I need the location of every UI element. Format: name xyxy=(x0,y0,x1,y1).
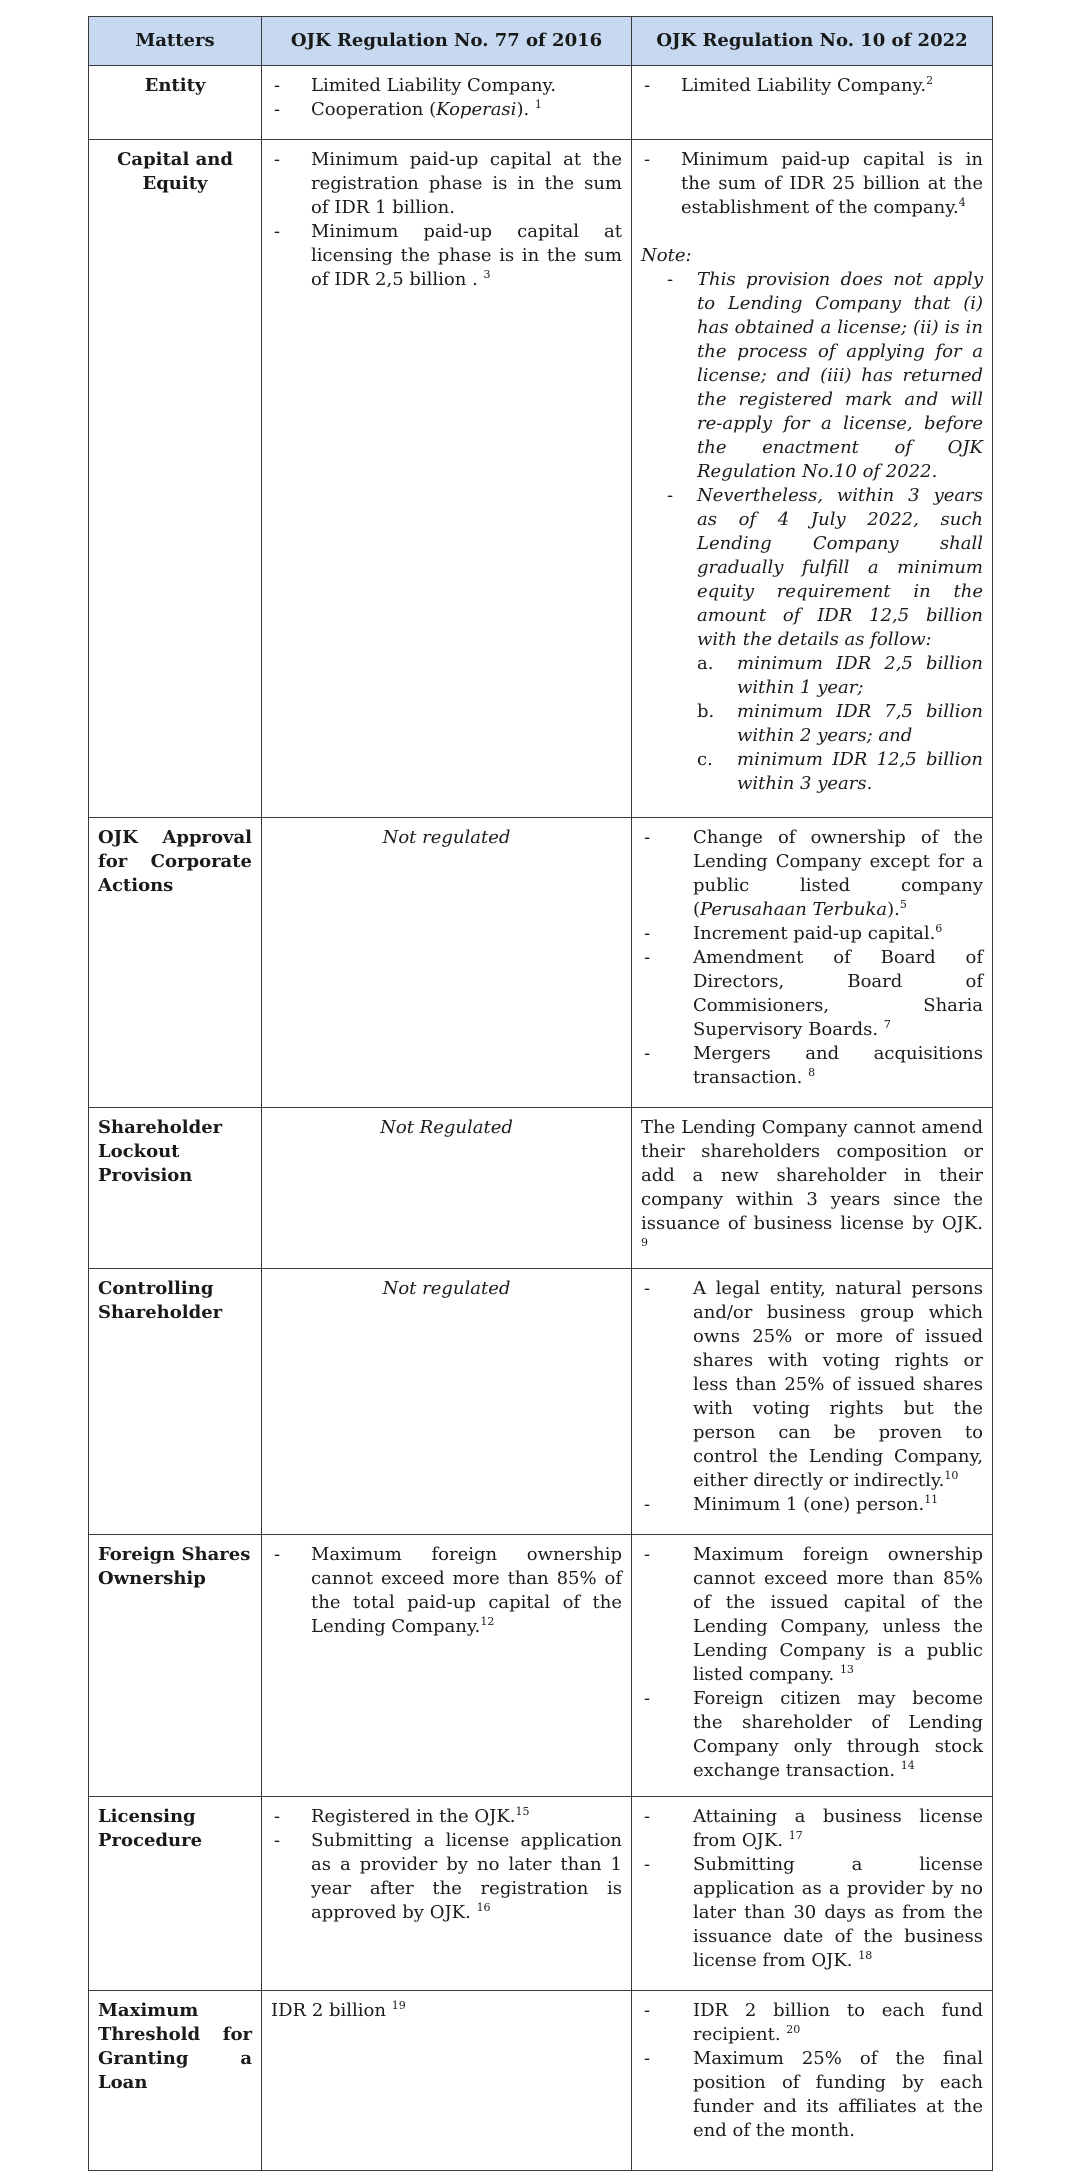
list-item: - Attaining a business license from OJK. $^{17}$ xyxy=(641,1805,983,1853)
new-foreign-cell xyxy=(632,1535,993,1797)
old-foreign-cell xyxy=(262,1535,632,1797)
new-capital-cell xyxy=(632,140,993,818)
footnote-ref: 2 xyxy=(926,74,934,87)
footnote-ref: 6 xyxy=(935,922,943,935)
footnote-ref: 16 xyxy=(476,1901,491,1914)
table-row-capital xyxy=(89,140,993,818)
new-approval-cell xyxy=(632,818,993,1108)
list-item: - IDR 2 billion to each fund recipient. $^{20}$ xyxy=(641,1999,983,2047)
footnote-ref: 4 xyxy=(958,196,966,209)
footnote-ref: 17 xyxy=(788,1829,803,1842)
list-item: - Registered in the OJK.$^{15}$ xyxy=(271,1805,622,1829)
footnote-ref: 11 xyxy=(924,1493,939,1506)
comparison-table xyxy=(88,16,993,2171)
header-row xyxy=(89,17,993,66)
matter-controlling: Controlling Shareholder xyxy=(89,1269,262,1535)
table-row-foreign xyxy=(89,1535,993,1797)
step-item: c. minimum IDR 12,5 billion within 3 years. xyxy=(697,749,983,794)
list-item: - Limited Liability Company.$^2$ xyxy=(641,74,983,98)
list-item: - Amendment of Board of Directors, Board of Commisioners, Sharia Supervisory Boards. $^7$ xyxy=(641,946,983,1042)
footnote-ref: 18 xyxy=(858,1949,873,1962)
table-row-approval xyxy=(89,818,993,1108)
footnote-ref: 1 xyxy=(534,98,542,111)
new-controlling-cell xyxy=(632,1269,993,1535)
step-item: b. minimum IDR 7,5 billion within 2 years; and xyxy=(697,701,983,746)
footnote-ref: 8 xyxy=(808,1066,816,1079)
new-licensing-cell xyxy=(632,1797,993,1991)
new-entity-cell xyxy=(632,66,993,140)
table-row-lockout xyxy=(89,1108,993,1269)
matter-approval: OJK Approval for Corporate Actions xyxy=(89,818,262,1108)
matter-capital: Capital and Equity xyxy=(89,140,262,818)
list-item: - A legal entity, natural persons and/or business group which owns 25% or more of issued shares with voting rights or less than 25% of issued shares with voting rights but the person can be proven to control the Lending Company, either directly or indirectly.$^{10}$ xyxy=(641,1277,983,1493)
matter-licensing: Licensing Procedure xyxy=(89,1797,262,1991)
note-title: Note: xyxy=(641,245,692,266)
footnote-ref: 15 xyxy=(515,1805,530,1818)
list-item: - Minimum 1 (one) person.$^{11}$ xyxy=(641,1493,983,1517)
header-matters: Matters xyxy=(89,17,262,66)
table-row-licensing xyxy=(89,1797,993,1991)
table-row-entity xyxy=(89,66,993,140)
footnote-ref: 19 xyxy=(391,1999,406,2012)
footnote-ref: 20 xyxy=(786,2023,801,2036)
list-item: - Submitting a license application as a provider by no later than 30 days as from the issuance date of the business license from OJK. $^{18}$ xyxy=(641,1853,983,1973)
footnote-ref: 12 xyxy=(480,1615,495,1628)
matter-lockout: Shareholder Lockout Provision xyxy=(89,1108,262,1269)
step-item: a. minimum IDR 2,5 billion within 1 year; xyxy=(697,653,983,698)
footnote-ref: 3 xyxy=(483,268,491,281)
list-item: - Change of ownership of the Lending Company except for a public listed company (Perusahaan Terbuka).$^5$ xyxy=(641,826,983,922)
footnote-ref: 13 xyxy=(839,1663,854,1676)
matter-foreign: Foreign Shares Ownership xyxy=(89,1535,262,1797)
footnote-ref: 14 xyxy=(900,1759,915,1772)
list-item: - Maximum 25% of the final position of funding by each funder and its affiliates at the end of the month. xyxy=(641,2047,983,2143)
old-licensing-cell xyxy=(262,1797,632,1991)
list-item: - Mergers and acquisitions transaction. $^8$ xyxy=(641,1042,983,1090)
old-controlling-cell: Not regulated xyxy=(262,1269,632,1535)
list-item: - Limited Liability Company. xyxy=(271,74,622,98)
matter-entity: Entity xyxy=(89,66,262,140)
list-item: - Increment paid-up capital.$^6$ xyxy=(641,922,983,946)
new-lockout-cell: The Lending Company cannot amend their shareholders composition or add a new shareholder in their company within 3 years since the issuance of business license by OJK. $^9$ xyxy=(632,1108,993,1269)
list-item: - Cooperation (Koperasi). $^1$ xyxy=(271,98,622,122)
header-old-regulation: OJK Regulation No. 77 of 2016 xyxy=(262,17,632,66)
footnote-ref: 5 xyxy=(899,898,907,911)
list-item: - Foreign citizen may become the shareholder of Lending Company only through stock exchange transaction. $^{14}$ xyxy=(641,1687,983,1783)
list-item: - Maximum foreign ownership cannot exceed more than 85% of the issued capital of the Lending Company, unless the Lending Company is a public listed company. $^{13}$ xyxy=(641,1543,983,1687)
list-item: - Minimum paid-up capital is in the sum of IDR 25 billion at the establishment of the company.$^4$ xyxy=(641,148,983,220)
list-item: - Submitting a license application as a provider by no later than 1 year after the registration is approved by OJK. $^{16}$ xyxy=(271,1829,622,1925)
note-item: - This provision does not apply to Lending Company that (i) has obtained a license; (ii) is in the process of applying for a license; and (iii) has returned the registered mark and will re-apply for a license, before the enactment of OJK Regulation No.10 of 2022. xyxy=(665,268,983,484)
old-threshold-cell: IDR 2 billion $^{19}$ xyxy=(262,1991,632,2171)
old-lockout-cell: Not Regulated xyxy=(262,1108,632,1269)
list-item: - Minimum paid-up capital at the registration phase is in the sum of IDR 1 billion. xyxy=(271,148,622,220)
regulation-comparison-page xyxy=(88,16,992,2171)
list-item: - Maximum foreign ownership cannot exceed more than 85% of the total paid-up capital of the Lending Company.$^{12}$ xyxy=(271,1543,622,1639)
old-approval-cell: Not regulated xyxy=(262,818,632,1108)
footnote-ref: 10 xyxy=(944,1469,959,1482)
old-entity-cell xyxy=(262,66,632,140)
note-item: - Nevertheless, within 3 years as of 4 July 2022, such Lending Company shall gradually fulfill a minimum equity requirement in the amount of IDR 12,5 billion with the details as follow: xyxy=(665,484,983,652)
matter-threshold: Maximum Threshold for Granting a Loan xyxy=(89,1991,262,2171)
old-capital-cell xyxy=(262,140,632,818)
footnote-ref: 7 xyxy=(883,1018,891,1031)
header-new-regulation: OJK Regulation No. 10 of 2022 xyxy=(632,17,993,66)
table-row-controlling xyxy=(89,1269,993,1535)
list-item: - Minimum paid-up capital at licensing the phase is in the sum of IDR 2,5 billion . $^3$ xyxy=(271,220,622,292)
footnote-ref: 9 xyxy=(641,1236,648,1249)
